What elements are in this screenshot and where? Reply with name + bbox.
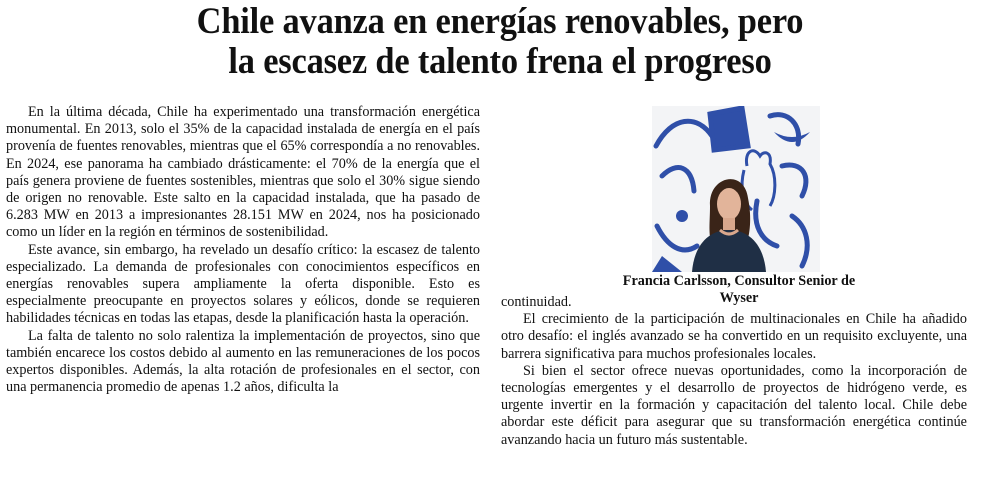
headline [35, 2, 965, 82]
caption-line-2: Wyser [719, 290, 759, 307]
continuation-text: continuidad. [501, 294, 572, 310]
paragraph-5: Si bien el sector ofrece nuevas oportunidades, como la incorporación de tecnologías emergentes y el desarrollo de proyectos de hidrógeno verde, es urgente invertir en la formación y capacitación del talento local. Chile debe abordar este déficit para asegurar que su transformación energética continúe avanzando hacia un futuro más sustentable. [501, 362, 967, 448]
portrait-photo [652, 106, 820, 272]
caption-line-1: Francia Carlsson, Consultor Senior de [622, 273, 856, 289]
right-column [501, 294, 967, 449]
left-column [6, 104, 480, 396]
headline-line-1: Chile avanza en energías renovables, pero [196, 1, 804, 42]
paragraph-3: La falta de talento no solo ralentiza la implementación de proyectos, sino que también encarece los costos debido al aumento en las remuneraciones de los pocos expertos disponibles. Además, la alta rotación de profesionales en el sector, con una permanencia promedio de apenas 1.2 años, dificulta la [6, 327, 480, 396]
portrait-illustration [652, 106, 820, 272]
paragraph-1: En la última década, Chile ha experimentado una transformación energética monumental. En 2013, solo el 35% de la capacidad instalada de energía en el país provenía de fuentes renovables, mientras que el 65% correspondía a no renovables. En 2024, ese panorama ha cambiado drásticamente: el 70% de la energía que el país genera proviene de fuentes sostenibles, mientras que solo el 30% sigue siendo de origen no renovable. Este salto en la capacidad instalada, que ha pasado de 6.283 MW en 2013 a impresionantes 28.151 MW en 2024, nos ha posicionado como un líder en la región en términos de sostenibilidad. [6, 104, 480, 241]
headline-line-2: la escasez de talento frena el progreso [228, 41, 772, 82]
paragraph-4: El crecimiento de la participación de multinacionales en Chile ha añadido otro desafío: el inglés avanzado se ha convertido en un requisito excluyente, una barrera significativa para muchos profesionales locales. [501, 311, 967, 362]
paragraph-2: Este avance, sin embargo, ha revelado un desafío crítico: la escasez de talento especializado. La demanda de profesionales con conocimientos específicos en energías renovables supera ampliamente la oferta disponible. Esto es especialmente preocupante en proyectos solares y eólicos, donde se requieren habilidades técnicas en todas las etapas, desde la planificación hasta la operación. [6, 241, 480, 327]
